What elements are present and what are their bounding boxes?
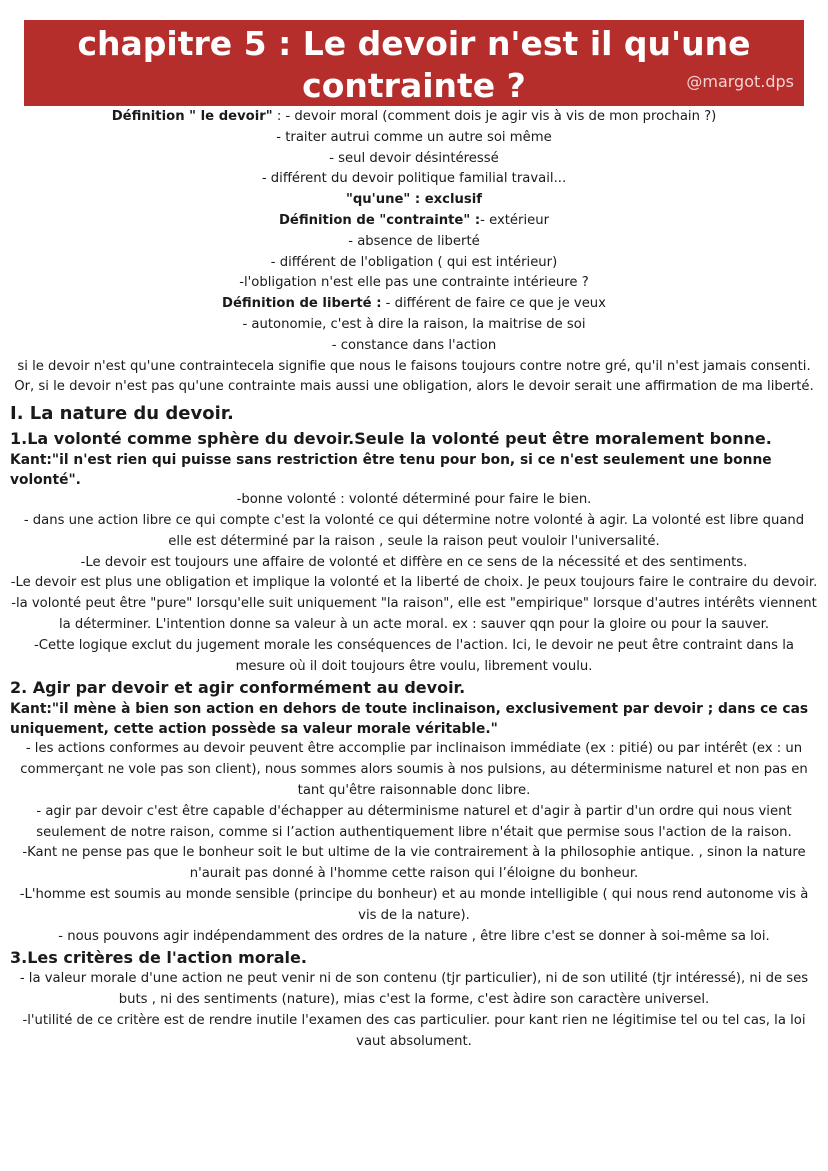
- intro-line: - traiter autrui comme un autre soi même: [276, 129, 552, 145]
- definition-text: - différent de faire ce que je veux: [381, 296, 606, 312]
- definition-text: : - devoir moral (comment dois je agir vis à vis de mon prochain ?): [272, 109, 717, 124]
- definition-text: - extérieur: [480, 212, 550, 228]
- subsection-heading: 3.Les critères de l'action morale.: [10, 948, 307, 968]
- paragraph: -Kant ne pense pas que le bonheur soit le but ultime de la vie contrairement à la philosophie antique. , sinon la nature n'aurait pas donné à l'homme cette raison qui l’éloigne du bonheur.: [22, 845, 806, 882]
- intro-line: - absence de liberté: [348, 233, 480, 249]
- subsection-heading: 1.La volonté comme sphère du devoir.Seule la volonté peut être moralement bonne.: [10, 429, 772, 449]
- definition-liberte: [10, 294, 818, 315]
- definition-contrainte: [10, 211, 818, 232]
- paragraph: - dans une action libre ce qui compte c'est la volonté ce qui détermine notre volonté à agir. La volonté est libre quand elle est déterminé par la raison , seule la raison peut vouloir l'universalité.: [23, 512, 805, 549]
- author-handle: @margot.dps: [686, 72, 794, 91]
- paragraph: -Le devoir est plus une obligation et implique la volonté et la liberté de choix. Je peux toujours faire le contraire du devoir.: [10, 575, 818, 591]
- intro-line: - constance dans l'action: [331, 337, 497, 353]
- section-heading: I. La nature du devoir.: [10, 403, 234, 425]
- definition-label: Définition " le devoir": [111, 109, 273, 124]
- subsection-heading: 2. Agir par devoir et agir conformément au devoir.: [10, 678, 466, 698]
- paragraph: -L'homme est soumis au monde sensible (principe du bonheur) et au monde intelligible ( qui nous rend autonome vis à vis de la nature).: [19, 886, 809, 923]
- kant-quote: Kant:"il n'est rien qui puisse sans restriction être tenu pour bon, si ce n'est seulement une bonne volonté".: [10, 452, 772, 489]
- intro-line: - différent de l'obligation ( qui est intérieur): [270, 254, 558, 270]
- intro-line: - différent du devoir politique familial travail...: [261, 171, 567, 187]
- paragraph: - les actions conformes au devoir peuvent être accomplie par inclinaison immédiate (ex : pitié) ou par intérêt (ex : un commerçant ne vole pas son client), nous sommes alors soumis à nos pulsions, au déterminisme naturel et non pas en tant qu'être raisonnable donc libre.: [20, 741, 808, 798]
- page-title: chapitre 5 : Le devoir n'est il qu'une contrainte ?: [77, 24, 751, 105]
- paragraph: -la volonté peut être "pure" lorsqu'elle suit uniquement "la raison", elle est "empirique" lorsque d'autres intérêts viennent la déterminer. L'intention donne sa valeur à un acte moral. ex : sauver qqn pour la gloire ou pour la sauver.: [11, 596, 817, 632]
- definition-label: Définition de "contrainte" :: [278, 212, 481, 228]
- paragraph: -bonne volonté : volonté déterminé pour faire le bien.: [236, 492, 592, 508]
- kant-quote: Kant:"il mène à bien son action en dehors de toute inclinaison, exclusivement par devoir ; dans ce cas uniquement, cette action possède sa valeur morale véritable.": [10, 701, 809, 738]
- paragraph: - agir par devoir c'est être capable d'échapper au déterminisme naturel et d'agir à partir d'un ordre qui nous vient seulement de notre raison, comme si l’action authentiquement libre n'était que permise sous l'action de la raison.: [36, 803, 792, 840]
- paragraph: - la valeur morale d'une action ne peut venir ni de son contenu (tjr particulier), ni de son utilité (tjr intéressé), ni de ses buts , ni des sentiments (nature), mias c'est la forme, c'est àdire son caractère universel.: [19, 971, 809, 1008]
- paragraph: -Cette logique exclut du jugement morale les conséquences de l'action. Ici, le devoir ne peut être contraint dans la mesure où il doit toujours être voulu, librement voulu.: [34, 637, 794, 674]
- title-banner: [24, 20, 804, 106]
- definition-label: Définition de liberté :: [222, 296, 382, 312]
- intro-line: - autonomie, c'est à dire la raison, la maitrise de soi: [242, 316, 586, 332]
- paragraph: -Le devoir est toujours une affaire de volonté et diffère en ce sens de la nécessité et des sentiments.: [80, 554, 748, 570]
- intro-line: -l'obligation n'est elle pas une contrainte intérieure ?: [239, 275, 589, 291]
- intro-line: - seul devoir désintéressé: [329, 150, 499, 166]
- definition-quune: "qu'une" : exclusif: [345, 192, 483, 208]
- paragraph: - nous pouvons agir indépendamment des ordres de la nature , être libre c'est se donner à soi-même sa loi.: [58, 928, 770, 944]
- document-body: [10, 107, 818, 1052]
- paragraph: -l'utilité de ce critère est de rendre inutile l'examen des cas particulier. pour kant rien ne légitimise tel ou tel cas, la loi vaut absolument.: [22, 1012, 806, 1049]
- problematique: si le devoir n'est qu'une contraintecela signifie que nous le faisons toujours contre notre gré, qu'il n'est jamais consenti. Or, si le devoir n'est pas qu'une contrainte mais aussi une obligation, alors le devoir serait une affirmation de ma liberté.: [14, 358, 814, 395]
- definition-devoir: [10, 107, 818, 128]
